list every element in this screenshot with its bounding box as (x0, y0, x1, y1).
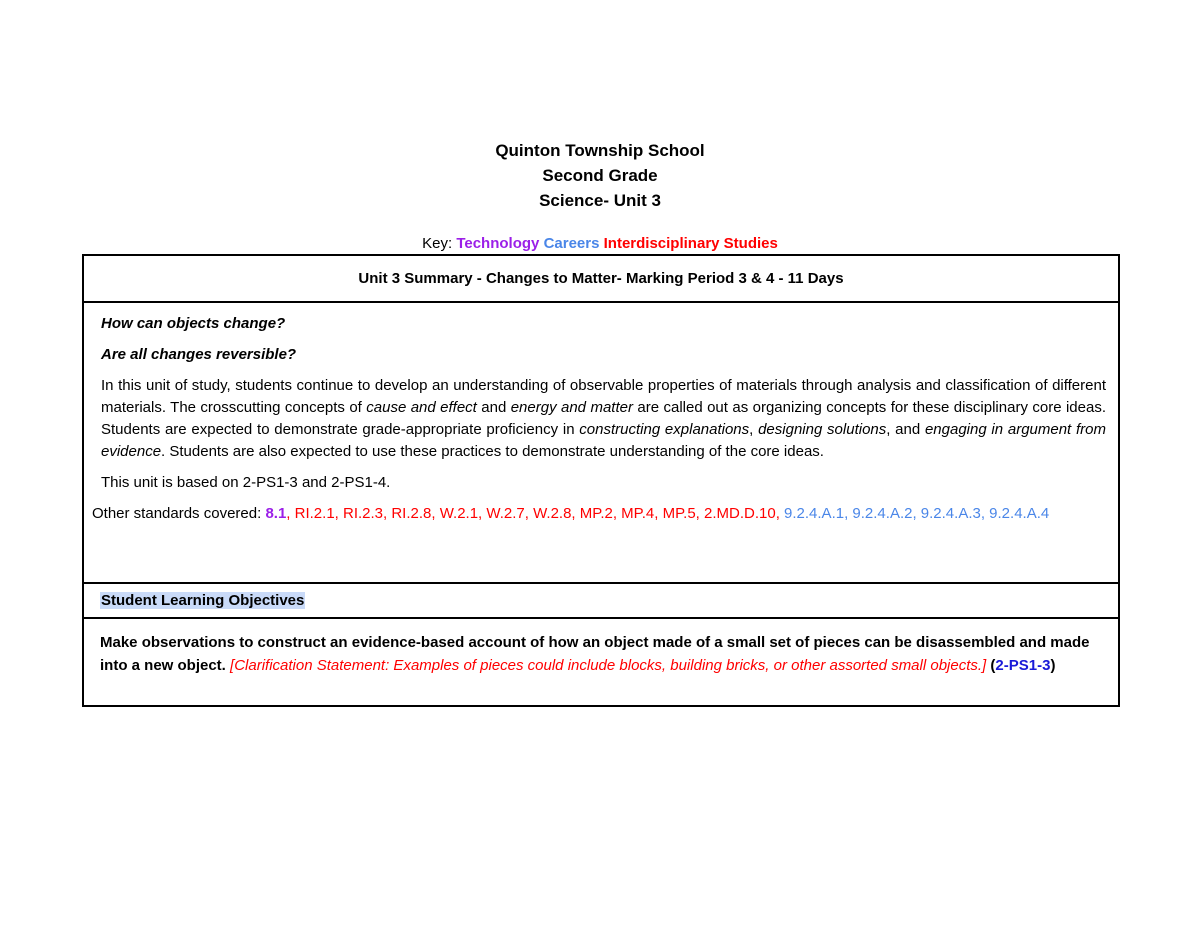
key-interdisciplinary: Interdisciplinary Studies (603, 235, 778, 252)
standard-code: 2-PS1-3 (995, 657, 1051, 674)
objective-cell (83, 618, 1119, 706)
unit-summary-title: Unit 3 Summary - Changes to Matter- Marking Period 3 & 4 - 11 Days (83, 255, 1119, 302)
document-header (0, 138, 1200, 213)
standards-separator: , (286, 505, 295, 522)
key-careers: Careers (543, 235, 600, 252)
key-technology: Technology (456, 235, 540, 252)
other-standards (92, 503, 1106, 524)
essential-question-2: Are all changes reversible? (101, 346, 297, 363)
unit-table (82, 254, 1120, 707)
essential-question-1: How can objects change? (101, 315, 286, 332)
color-key (0, 234, 1200, 254)
other-standards-label: Other standards covered: (92, 505, 266, 522)
desc-text: and (476, 399, 511, 416)
standards-careers: 9.2.4.A.1, 9.2.4.A.2, 9.2.4.A.3, 9.2.4.A.4 (784, 505, 1050, 522)
based-on-standards: This unit is based on 2-PS1-3 and 2-PS1-4. (101, 474, 391, 491)
grade-level: Second Grade (542, 166, 658, 185)
subject-unit: Science- Unit 3 (539, 191, 661, 210)
standards-interdisciplinary: RI.2.1, RI.2.3, RI.2.8, W.2.1, W.2.7, W.2.8, MP.2, MP.4, MP.5, 2.MD.D.10 (294, 505, 776, 522)
objective-text: Make observations to construct an evidence-based account of how an object made of a small set of pieces can be disassembled and made into a new object. (100, 634, 1090, 674)
desc-text: In this unit of study, students continue to develop an understanding of observable properties of materials through analysis and classification of different materials. The crosscutting concepts of (101, 377, 1106, 416)
standards-technology: 8.1 (265, 505, 287, 522)
slo-heading: Student Learning Objectives (101, 592, 305, 609)
desc-text: , and (886, 421, 925, 438)
desc-text: . Students are also expected to use these practices to demonstrate understanding of the core ideas. (161, 443, 824, 460)
desc-italic: energy and matter (510, 399, 633, 416)
standards-separator: , (775, 505, 785, 522)
unit-summary-body (83, 302, 1119, 583)
desc-text: are called out as organizing concepts for these disciplinary core ideas. Students are expected to demonstrate grade-appropriate proficiency in (101, 399, 1106, 438)
school-name: Quinton Township School (495, 141, 705, 160)
desc-italic: constructing explanations (579, 421, 750, 438)
key-label: Key: (422, 235, 453, 252)
desc-italic: designing solutions (758, 421, 887, 438)
desc-text: , (749, 421, 759, 438)
desc-italic: cause and effect (366, 399, 477, 416)
desc-italic: engaging in argument from evidence (101, 421, 1106, 460)
clarification-statement: [Clarification Statement: Examples of pieces could include blocks, building bricks, or other assorted small objects.] (230, 657, 987, 674)
slo-heading-cell (83, 583, 1119, 618)
unit-description (92, 375, 1106, 463)
code-paren-open: ( (986, 657, 996, 674)
code-paren-close: ) (1050, 657, 1056, 674)
